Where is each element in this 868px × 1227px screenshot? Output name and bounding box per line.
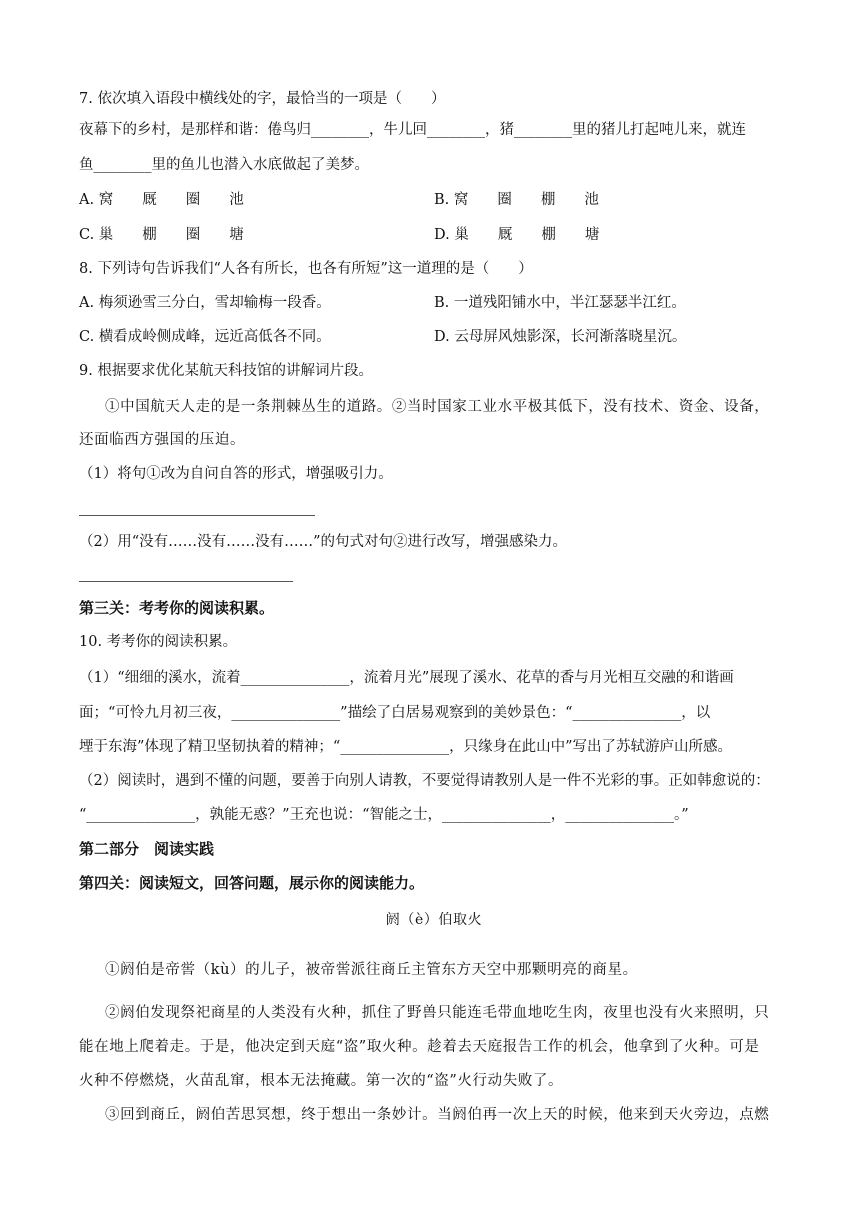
q7-stem: 7. 依次填入语段中横线处的字，最恰当的一项是（ ） <box>79 91 446 107</box>
article-paragraph-1: ①阏伯是帝喾（kù）的儿子，被帝喾派往商丘主管东方天空中那颗明亮的商星。 <box>105 962 638 978</box>
q8-option-d: D. 云母屏风烛影深，长河渐落晓星沉。 <box>434 329 687 345</box>
q9-stem: 9. 根据要求优化某航天科技馆的讲解词片段。 <box>79 363 373 379</box>
section-4-title: 第四关：阅读短文，回答问题，展示你的阅读能力。 <box>79 874 425 892</box>
q10-sub1-line-2: 面；“可怜九月初三夜，_______________”描绘了白居易观察到的美妙景色：“_______________，以 <box>79 705 711 721</box>
q7-passage-line-2: 鱼________里的鱼儿也潜入水底做起了美梦。 <box>79 157 369 173</box>
q9-excerpt-line-1: ①中国航天人走的是一条荆棘丛生的道路。②当时国家工业水平极其低下，没有技术、资金、设备， <box>105 399 770 415</box>
q9-sub1: （1）将句①改为自问自答的形式，增强吸引力。 <box>79 466 393 482</box>
q9-sub1-answer-line[interactable] <box>79 515 315 516</box>
article-paragraph-2-line-1: ②阏伯发现祭祀商星的人类没有火种，抓住了野兽只能连毛带血地吃生肉，夜里也没有火来照明，只 <box>105 1005 770 1021</box>
q10-stem: 10. 考考你的阅读积累。 <box>79 634 238 650</box>
q7-option-d: D. 巢 厩 棚 塘 <box>434 227 600 243</box>
article-paragraph-2-line-3: 火种不停燃烧，火苗乱窜，根本无法掩藏。第一次的“盗”火行动失败了。 <box>79 1073 564 1089</box>
q8-option-c: C. 横看成岭侧成峰，远近高低各不同。 <box>79 329 331 345</box>
q7-option-b: B. 窝 圈 棚 池 <box>434 192 599 208</box>
q8-option-b: B. 一道残阳铺水中，半江瑟瑟半江红。 <box>434 295 686 311</box>
article-title: 阏（è）伯取火 <box>385 912 483 928</box>
q7-option-c: C. 巢 棚 圈 塘 <box>79 227 244 243</box>
q10-sub2-line-2: “_______________，孰能无惑？”王充也说：“智能之士，_______________，_______________。” <box>79 807 689 823</box>
q8-stem: 8. 下列诗句告诉我们“人各有所长，也各有所短”这一道理的是（ ） <box>79 261 533 277</box>
q9-sub2-answer-line[interactable] <box>79 581 293 582</box>
q7-passage-line-1: 夜幕下的乡村，是那样和谐：倦鸟归________，牛儿回________，猪________里的猪儿打起吨儿来，就连 <box>79 122 746 138</box>
article-paragraph-3-line-1: ③回到商丘，阏伯苦思冥想，终于想出一条妙计。当阏伯再一次上天的时候，他来到天火旁边，点燃 <box>105 1107 770 1123</box>
part-2-title: 第二部分 阅读实践 <box>79 840 215 858</box>
q8-option-a: A. 梅须逊雪三分白，雪却输梅一段香。 <box>79 295 331 311</box>
q10-sub1-line-3: 堙于东海”体现了精卫坚韧执着的精神；“_______________，只缘身在此山中”写出了苏轼游庐山所感。 <box>79 739 732 755</box>
section-3-title: 第三关：考考你的阅读积累。 <box>79 599 275 617</box>
q9-sub2: （2）用“没有……没有……没有……”的句式对句②进行改写，增强感染力。 <box>79 534 568 550</box>
q9-excerpt-line-2: 还面临西方强国的压迫。 <box>79 432 246 448</box>
q10-sub2-line-1: （2）阅读时，遇到不懂的问题，要善于向别人请教，不要觉得请教别人是一件不光彩的事。正如韩愈说的： <box>79 773 770 789</box>
q7-option-a: A. 窝 厩 圈 池 <box>79 192 244 208</box>
q10-sub1-line-1: （1）“细细的溪水，流着_______________，流着月光”展现了溪水、花草的香与月光相互交融的和谐画 <box>79 670 734 686</box>
article-paragraph-2-line-2: 能在地上爬着走。于是，他决定到天庭“盗”取火种。趁着去天庭报告工作的机会，他拿到了火种。可是 <box>79 1039 760 1055</box>
